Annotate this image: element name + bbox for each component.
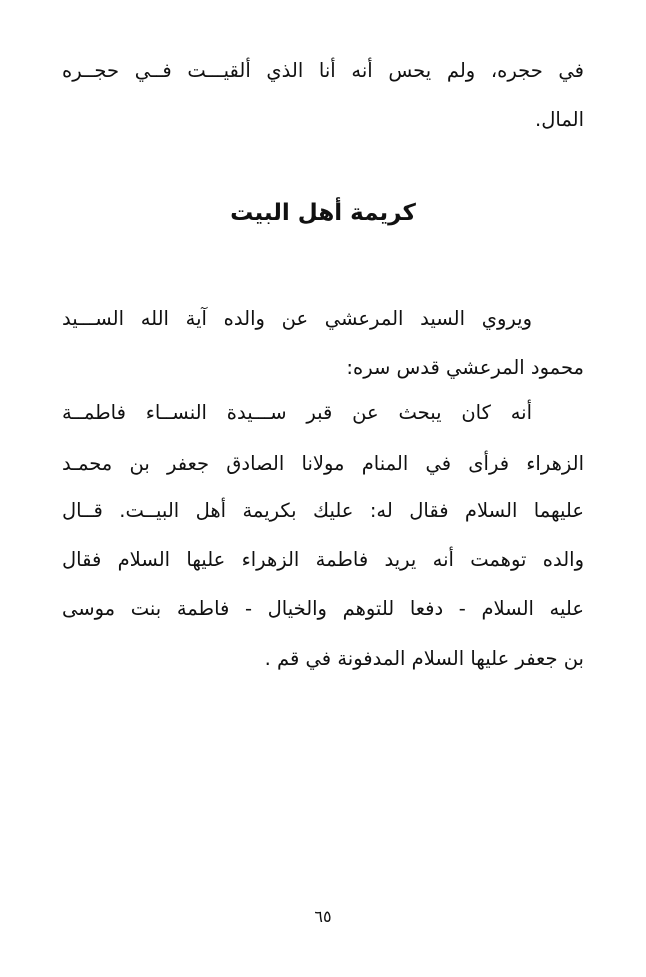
text-line: محمود المرعشي قدس سره: [346,356,584,379]
text-line: الزهراء فرأى في المنام مولانا الصادق جعفر بن محمـد [62,452,584,475]
section-heading: كريمة أهل البيت [230,200,416,226]
text-line: والده توهمت أنه يريد فاطمة الزهراء عليها السلام فقال [62,548,584,571]
text-line: ويروي السيد المرعشي عن والده آية الله الســـيد [62,307,532,330]
text-line: عليهما السلام فقال له: عليك بكريمة أهل البيــت. قــال [62,499,584,522]
text-line: المال. [535,108,584,131]
text-line: عليه السلام - دفعا للتوهم والخيال - فاطمة بنت موسى [62,597,584,620]
text-line: بن جعفر عليها السلام المدفونة في قم . [264,647,584,670]
text-line: في حجره، ولم يحس أنه أنا الذي ألقيـــت فــي حجــره [62,59,584,82]
text-line: أنه كان يبحث عن قبر ســـيدة النســاء فاطمــة [62,401,532,424]
page-number: ٦٥ [314,907,332,926]
